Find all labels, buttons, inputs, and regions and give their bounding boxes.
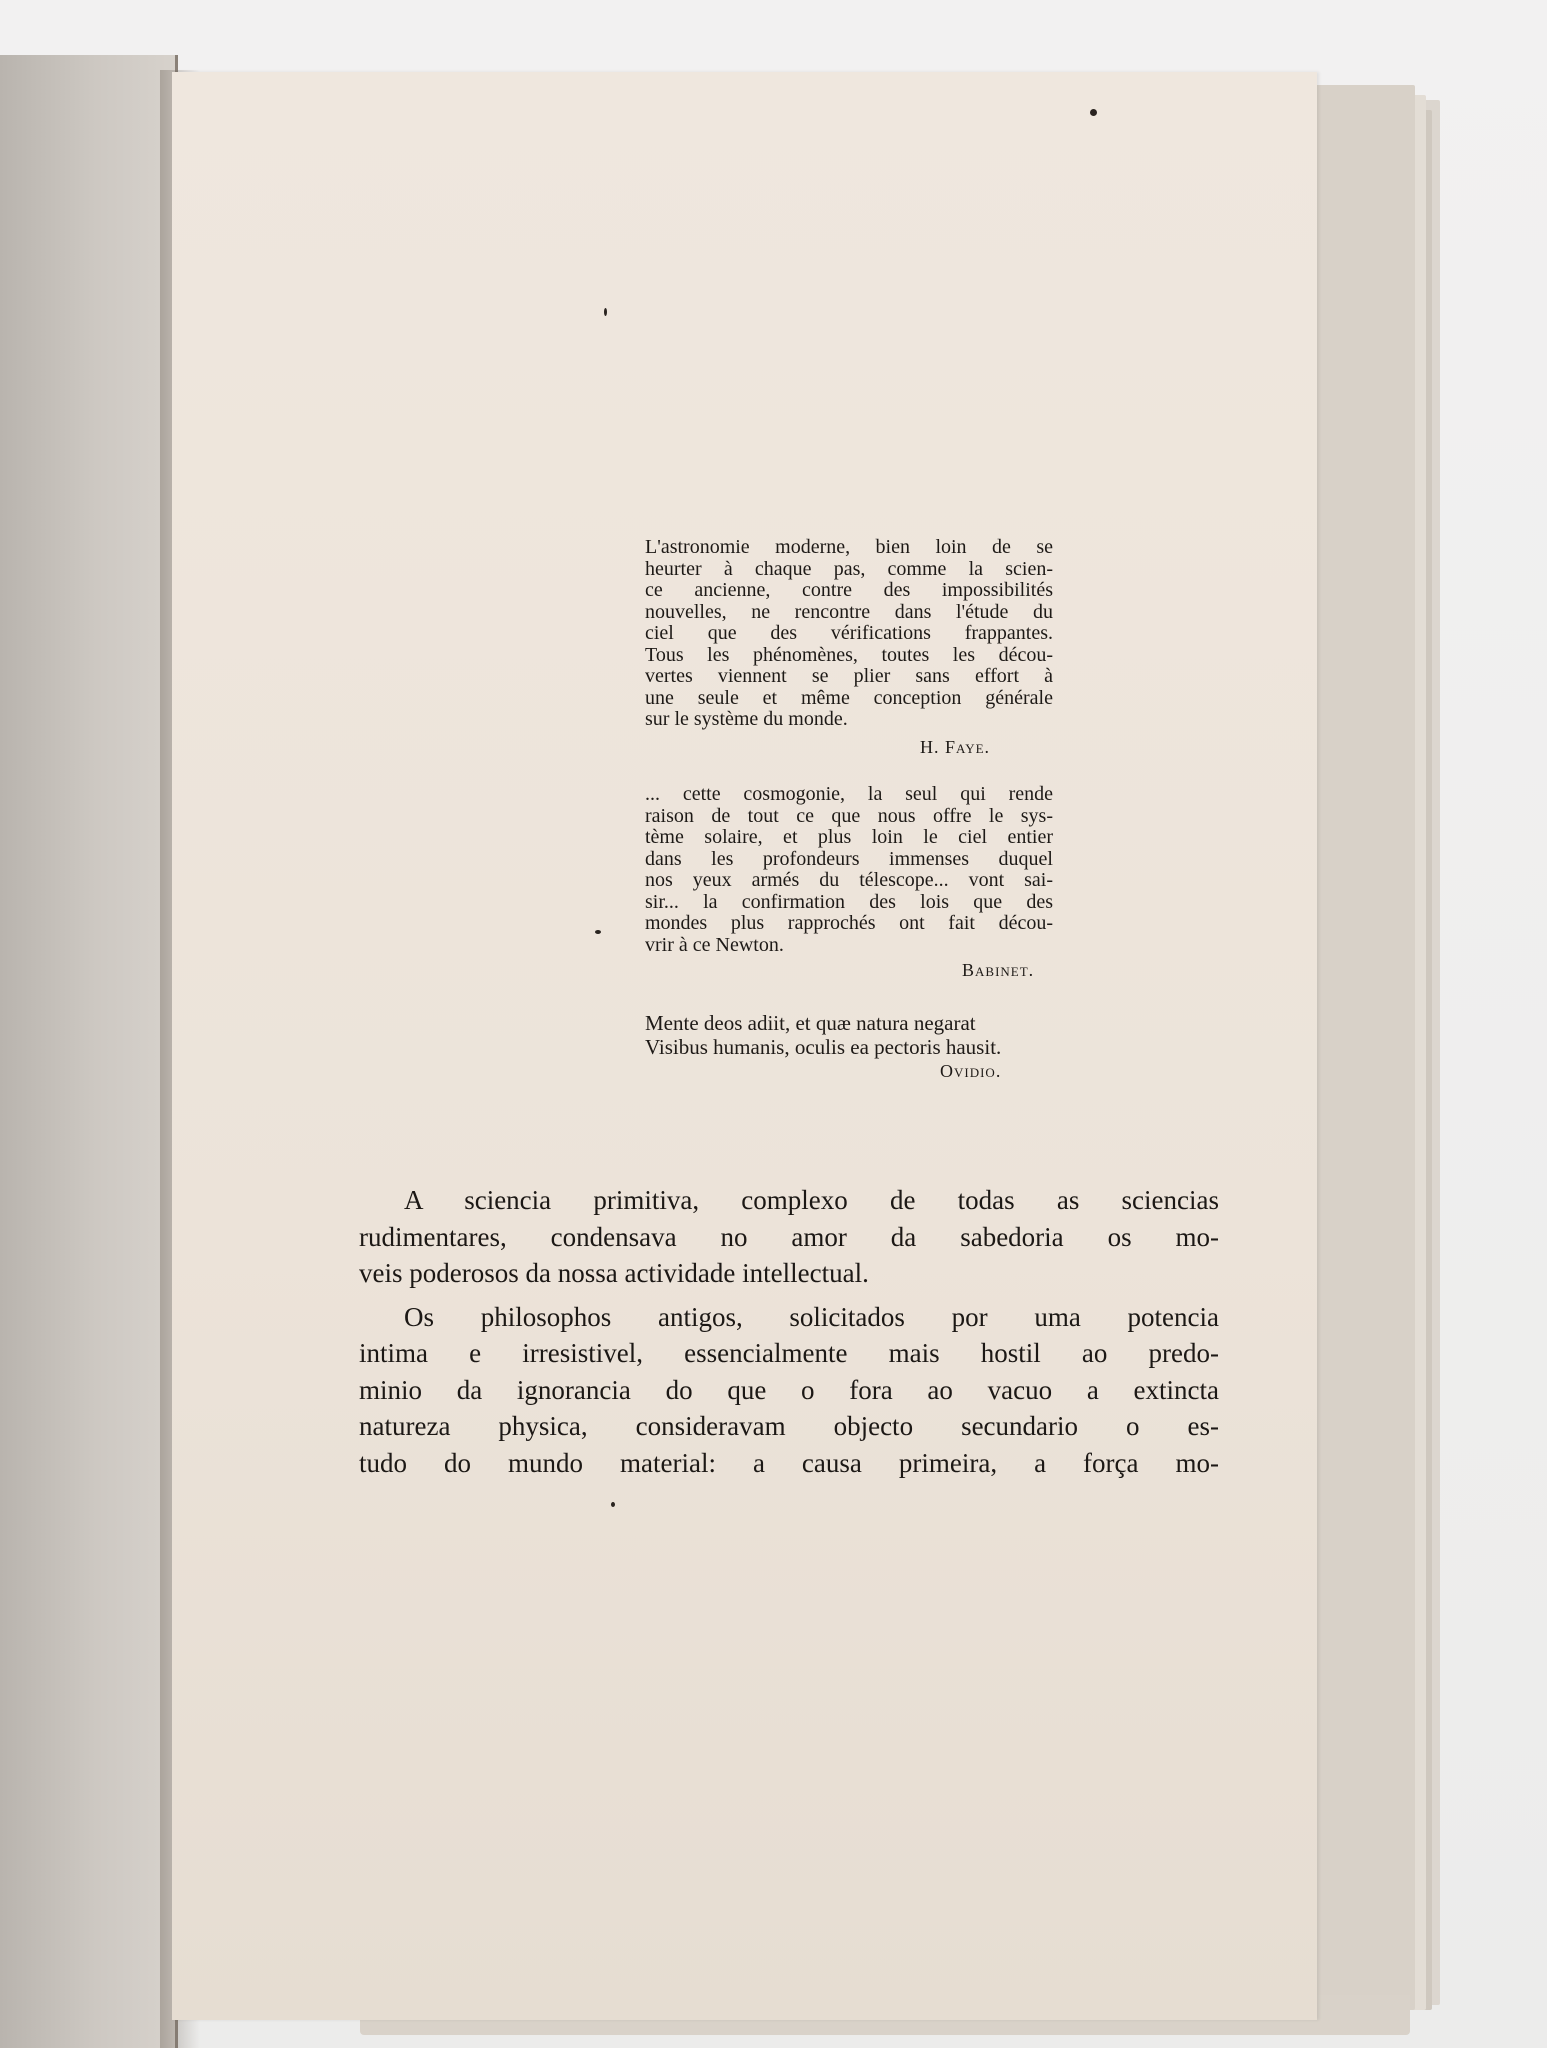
epigraph-babinet [645, 784, 1053, 956]
body-line: A sciencia primitiva, complexo de todas as sciencias [404, 1185, 1219, 1215]
body-line: veis poderosos da nossa actividade intellectual. [359, 1258, 869, 1288]
quote-line: une seule et même conception générale [645, 686, 1053, 709]
quote-line: L'astronomie moderne, bien loin de se [645, 536, 1053, 558]
quote-line: ce ancienne, contre des impossibilités [645, 579, 1053, 601]
body-line: minio da ignorancia do que o fora ao vacuo a extincta [359, 1374, 1219, 1405]
body-line: intima e irresistivel, essencialmente mais hostil ao predo- [359, 1338, 1219, 1368]
quote-line: mondes plus rapprochés ont fait décou- [645, 912, 1053, 934]
quote-line: ... cette cosmogonie, la seul qui rende [645, 783, 1053, 805]
quote-line: vertes viennent se plier sans effort à [645, 665, 1053, 687]
quote-line: tème solaire, et plus loin le ciel entier [645, 826, 1053, 848]
quote-line: dans les profondeurs immenses duquel [645, 847, 1053, 870]
paragraph [359, 1299, 1219, 1482]
quote-line: Tous les phénomènes, toutes les décou- [645, 643, 1053, 666]
paper-speck [1090, 109, 1097, 116]
body-text [359, 1182, 1219, 1481]
body-line: tudo do mundo material: a causa primeira, a força mo- [359, 1447, 1219, 1478]
epigraph-author: Babinet. [962, 960, 1035, 980]
body-line: rudimentares, condensava no amor da sabedoria os mo- [359, 1221, 1219, 1252]
paragraph [359, 1182, 1219, 1292]
epigraph-ovidio [645, 1011, 1053, 1059]
quote-line: Visibus humanis, oculis ea pectoris hausit. [645, 1035, 1002, 1059]
book-page [172, 72, 1317, 2020]
quote-line: sur le système du monde. [645, 708, 848, 730]
epigraph-author: H. Faye. [920, 737, 991, 757]
epigraph-author: Ovidio. [940, 1061, 1002, 1081]
body-line: Os philosophos antigos, solicitados por uma potencia [404, 1301, 1219, 1332]
paper-speck [604, 308, 607, 316]
left-book-cover [0, 55, 178, 2048]
paper-speck [595, 930, 601, 934]
quote-line: vrir à ce Newton. [645, 933, 784, 956]
quote-line: Mente deos adiit, et quæ natura negarat [645, 1011, 976, 1035]
epigraph-faye [645, 537, 1053, 731]
quote-line: nouvelles, ne rencontre dans l'étude du [645, 600, 1053, 623]
paper-speck [611, 1502, 615, 1507]
page-edge [1305, 85, 1415, 2010]
body-line: natureza physica, consideravam objecto secundario o es- [359, 1411, 1219, 1441]
quote-line: sir... la confirmation des lois que des [645, 890, 1053, 913]
quote-line: heurter à chaque pas, comme la scien- [645, 557, 1053, 580]
quote-line: nos yeux armés du télescope... vont sai- [645, 869, 1053, 891]
quote-line: raison de tout ce que nous offre le sys- [645, 804, 1053, 827]
quote-line: ciel que des vérifications frappantes. [645, 622, 1053, 644]
